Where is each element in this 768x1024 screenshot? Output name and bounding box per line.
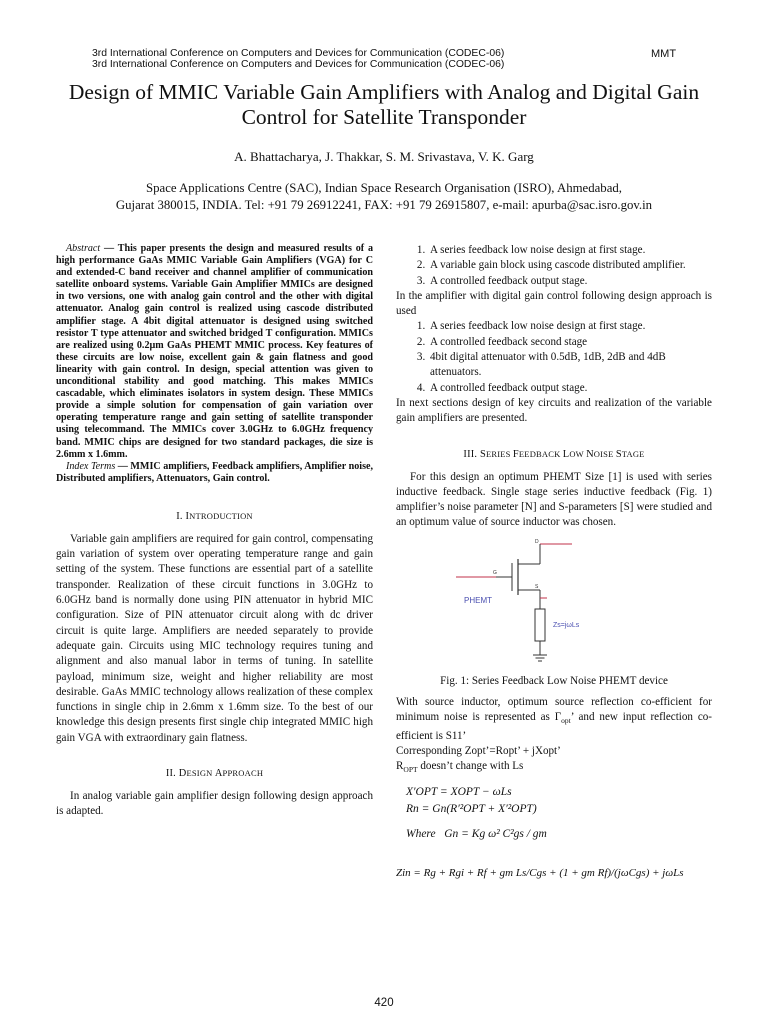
equation-2: Rn = Gn(R′²OPT + X′²OPT) — [406, 802, 537, 815]
design-approach-paragraph: In analog variable gain amplifier design following design approach is adapted. — [56, 790, 373, 818]
equation-1: X′OPT = XOPT − ωLs — [406, 785, 512, 798]
page-number: 420 — [374, 997, 394, 1009]
left-column — [56, 243, 373, 820]
list-item: 1. A series feedback low noise design at first stage. — [428, 243, 712, 258]
section-heading-series-feedback: III. SERIES FEEDBACK LOW NOISE STAGE — [463, 448, 645, 460]
list-item: 3. A controlled feedback output stage. — [428, 274, 712, 289]
list-item: 1. A series feedback low noise design at first stage. — [428, 319, 712, 334]
abstract-text: — This paper presents the design and measured results of a high performance GaAs MMIC Variable Gain Amplifiers (VGA) for C and extended-C band receiver and channel amplifier of communication satellite onboard systems. Variable Gain Amplifier MMICs are designed in two versions, one with analog gain control and the other with digital attenuator. Analog gain control is realized using cascode distributed amplifier stage. A 4bit digital attenuator is designed using switched resistor T type attenuator and switched bridged T configuration. MMICs are realized using 0.2µm GaAs PHEMT MMIC process. Key features of these circuits are low noise, excellent gain & gain flatness and good linearity with gain control. In design, special attention was given to unconditional stability and good matching. This makes MMICs cascadable, which eliminates isolators in system design. These MMICs provide a simple solution for compensation of gain variation over operating temperature range and gain setting of satellite transponder using telecommand. The MMICs cover 3.0GHz to 6.0GHz frequency band. MMIC chips are designed for two standard packages, die size is 2.6mm x 1.6mm. — [56, 243, 373, 460]
zopt-line: Corresponding Zopt’=Ropt’ + jXopt’ — [396, 744, 561, 757]
affiliation-line-1: Space Applications Centre (SAC), Indian Space Research Organisation (ISRO), Ahmedabad, — [146, 181, 622, 195]
figure-1-schematic — [396, 537, 712, 671]
paper-authors: A. Bhattacharya, J. Thakkar, S. M. Srivastava, V. K. Garg — [234, 149, 534, 164]
drain-label: D — [535, 538, 539, 545]
figure-1-caption: Fig. 1: Series Feedback Low Noise PHEMT device — [440, 674, 668, 687]
equation-4: Zin = Rg + Rgi + Rf + gm Ls/Cgs + (1 + gm Rf)/(jωCgs) + jωLs — [396, 866, 684, 879]
analog-design-list — [396, 243, 712, 289]
right-column — [396, 243, 712, 882]
affiliation-line-2: Gujarat 380015, INDIA. Tel: +91 79 26912241, FAX: +91 79 26915807, e-mail: apurba@sac.isro.gov.in — [115, 198, 653, 212]
index-terms — [56, 461, 373, 485]
list-item: 2. A variable gain block using cascode distributed amplifier. — [428, 258, 712, 273]
reflection-paragraph: With source inductor, optimum source reflection co-efficient for minimum noise is represented as $\Gamma_{opt}$’ and new input reflection co-efficient is S11’ — [396, 695, 712, 742]
gate-label: G — [493, 569, 497, 576]
list-item: 4. A controlled feedback output stage. — [428, 381, 712, 396]
equation-3 — [406, 826, 712, 843]
conference-header-line-1: 3rd International Conference on Computers and Devices for Communication (CODEC-06) — [92, 48, 505, 59]
abstract — [56, 243, 373, 461]
affiliation — [40, 180, 728, 214]
next-sections-paragraph: In next sections design of key circuits and realization of the variable gain amplifiers are presented. — [396, 396, 712, 425]
section-heading-design-approach: II. DESIGN APPROACH — [165, 768, 264, 780]
section-heading-introduction: I. INTRODUCTION — [176, 510, 253, 522]
digital-approach-paragraph: In the amplifier with digital gain control following design approach is used — [396, 289, 712, 318]
introduction-paragraph: Variable gain amplifiers are required for gain control, compensating gain variation of system over operating temperature range and gain setting of the system. These functions are essential part of a satellite transponder. Realization of these circuit functions in 3.0GHz to 6.0GHz band is normally done using PIN attenuator in hybrid MIC configuration. Size of PIN attenuator circuit along with dc driver circuit is quite large. Amplifiers are needed separately to provide adequate gain. Circuits using MIC technology requires tuning and alignment and also manual labor in terms of tuning. In satellite payload, minimum size, weight and higher reliability are most desirable. GaAs MMIC technology allows realization of these complex functions in single chip in 2.6mm x 1.6mm size. To the best of our knowledge this design presents first single chip integrated MMIC high gain VGA with extraordinary gain flatness. — [56, 532, 373, 744]
gn-formula: Gn = Kg ω² C²gs / gm — [444, 827, 547, 840]
series-feedback-paragraph: For this design an optimum PHEMT Size [1] is used with series inductive feedback. Single stage series inductive feedback (Fig. 1) amplifier’s noise parameter [N] and S-parameters [S] were studied and an optimum value of source inductor was chosen. — [396, 470, 712, 529]
conference-header-line-2: 3rd International Conference on Computers and Devices for Communication (CODEC-06) — [92, 59, 505, 70]
digital-design-list — [396, 319, 712, 395]
track-tag: MMT — [651, 48, 677, 60]
index-terms-label: Index Terms — [66, 460, 116, 472]
paper-title: Design of MMIC Variable Gain Amplifiers with Analog and Digital Gain Control for Satellite Transponder — [68, 80, 700, 129]
list-item: 3. 4bit digital attenuator with 0.5dB, 1dB, 2dB and 4dB attenuators. — [428, 350, 712, 381]
phemt-label: PHEMT — [464, 595, 492, 605]
source-impedance — [535, 609, 545, 641]
list-item: 2. A controlled feedback second stage — [428, 335, 712, 350]
source-label: S — [535, 583, 539, 590]
where-label: Where — [406, 827, 436, 840]
index-terms-text: — MMIC amplifiers, Feedback amplifiers, Amplifier noise, Distributed amplifiers, Attenuators, Gain control. — [56, 460, 374, 484]
zs-label: Zs=jωLs — [553, 621, 580, 629]
ropt-line: $R_{OPT}$ doesn’t change with Ls — [396, 760, 524, 775]
abstract-label: Abstract — [66, 243, 101, 254]
